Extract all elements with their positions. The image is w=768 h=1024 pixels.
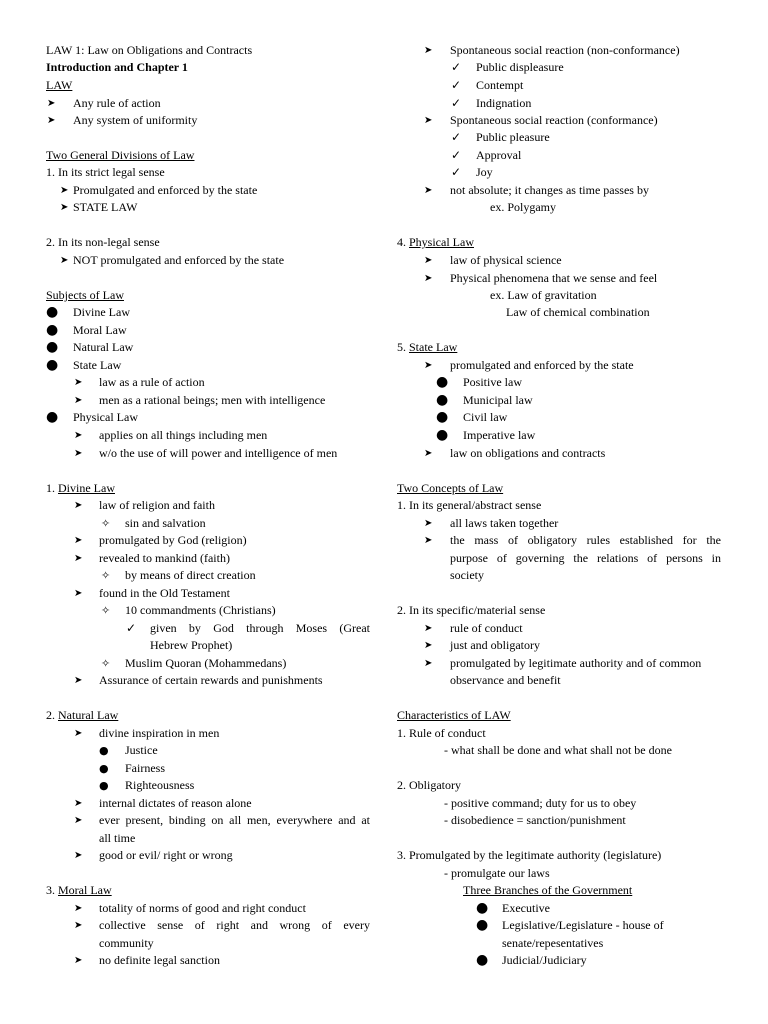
arrow-bullet-icon: ➤ [74, 430, 83, 441]
arrow-bullet-icon: ➤ [424, 640, 433, 651]
characteristic-desc: - promulgate our laws [444, 866, 550, 880]
arrow-bullet-icon: ➤ [60, 255, 69, 266]
conformance-subitem: Public pleasure [476, 130, 550, 144]
divine-item: found in the Old Testament [99, 586, 230, 600]
document-title: LAW 1: Law on Obligations and Contracts [46, 43, 253, 57]
natural-subitem: Justice [125, 743, 158, 757]
subject-item: Natural Law [73, 340, 134, 354]
filled-circle-bullet-icon: ● [476, 952, 489, 968]
section-number: 1. [46, 481, 58, 495]
general-sense-label: 1. In its general/abstract sense [397, 498, 542, 512]
conformance-subitem: Joy [476, 165, 493, 179]
moral-law-heading [46, 883, 112, 898]
filled-circle-bullet-icon: ● [476, 900, 489, 916]
branch-item: Judicial/Judiciary [502, 953, 587, 967]
arrow-bullet-icon: ➤ [74, 448, 83, 459]
branch-item: Legislative/Legislature - house of [502, 918, 664, 932]
arrow-bullet-icon: ➤ [74, 815, 83, 826]
divine-subsubitem: given by God through Moses (Great [150, 621, 370, 635]
state-law-item: law as a rule of action [99, 375, 205, 389]
moral-item: no definite legal sanction [99, 953, 220, 967]
physical-law-item: w/o the use of will power and intelligence of men [99, 446, 338, 460]
conformance-subitem: Approval [476, 148, 522, 162]
section-number: 4. [397, 235, 409, 249]
section-number: 2. [46, 708, 58, 722]
divine-subitem: by means of direct creation [125, 568, 256, 582]
natural-item: divine inspiration in men [99, 726, 220, 740]
diamond-star-bullet-icon: ✧ [101, 569, 111, 582]
arrow-bullet-icon: ➤ [47, 98, 56, 109]
filled-circle-bullet-icon: ● [436, 392, 449, 408]
state-subitem: Civil law [463, 410, 508, 424]
check-bullet-icon: ✓ [451, 130, 462, 144]
section-title: Moral Law [58, 883, 112, 897]
divine-item: promulgated by God (religion) [99, 533, 247, 547]
filled-circle-bullet-icon: ● [46, 339, 59, 355]
physical-law-item: applies on all things including men [99, 428, 268, 442]
gravitation-example: ex. Law of gravitation [490, 288, 597, 302]
arrow-bullet-icon: ➤ [424, 535, 433, 546]
filled-circle-bullet-icon: ● [99, 744, 109, 757]
moral-item-cont: community [99, 936, 154, 950]
divine-item: revealed to mankind (faith) [99, 551, 230, 565]
characteristic-label: 3. Promulgated by the legitimate authority (legislature) [397, 848, 662, 862]
document-subtitle: Introduction and Chapter 1 [46, 60, 188, 74]
arrow-bullet-icon: ➤ [424, 45, 433, 56]
strict-item: STATE LAW [73, 200, 138, 214]
filled-circle-bullet-icon: ● [46, 304, 59, 320]
divine-subitem: Muslim Quoran (Mohammedans) [125, 656, 287, 670]
arrow-bullet-icon: ➤ [74, 850, 83, 861]
natural-subitem: Fairness [125, 761, 165, 775]
nonconformance-subitem: Public displeasure [476, 60, 564, 74]
arrow-bullet-icon: ➤ [424, 115, 433, 126]
natural-item: ever present, binding on all men, everywhere and at [99, 813, 370, 827]
natural-subitem: Righteousness [125, 778, 195, 792]
branch-item: Executive [502, 901, 550, 915]
physical-item: Physical phenomena that we sense and feel [450, 271, 658, 285]
two-divisions-heading: Two General Divisions of Law [46, 148, 195, 162]
arrow-bullet-icon: ➤ [424, 448, 433, 459]
state-subitem: Imperative law [463, 428, 536, 442]
section-number: 3. [46, 883, 58, 897]
check-bullet-icon: ✓ [126, 621, 137, 635]
subject-item: Divine Law [73, 305, 130, 319]
state-law-item: men as a rational beings; men with intelligence [99, 393, 326, 407]
strict-item: Promulgated and enforced by the state [73, 183, 258, 197]
characteristic-desc: - disobedience = sanction/punishment [444, 813, 626, 827]
characteristic-label: 2. Obligatory [397, 778, 461, 792]
characteristic-desc: - what shall be done and what shall not be done [444, 743, 672, 757]
arrow-bullet-icon: ➤ [74, 553, 83, 564]
arrow-bullet-icon: ➤ [74, 798, 83, 809]
section-title: Physical Law [409, 235, 474, 249]
state-subitem: Positive law [463, 375, 522, 389]
specific-item: rule of conduct [450, 621, 523, 635]
divine-law-heading [46, 481, 115, 496]
check-bullet-icon: ✓ [451, 60, 462, 74]
polygamy-example: ex. Polygamy [490, 200, 556, 214]
subject-item: State Law [73, 358, 122, 372]
divine-item: law of religion and faith [99, 498, 215, 512]
general-item-cont: society [450, 568, 484, 582]
subject-item: Physical Law [73, 410, 138, 424]
arrow-bullet-icon: ➤ [74, 588, 83, 599]
arrow-bullet-icon: ➤ [424, 623, 433, 634]
check-bullet-icon: ✓ [451, 148, 462, 162]
general-item: the mass of obligatory rules established for the [450, 533, 721, 547]
check-bullet-icon: ✓ [451, 78, 462, 92]
specific-sense-label: 2. In its specific/material sense [397, 603, 546, 617]
natural-item: internal dictates of reason alone [99, 796, 252, 810]
filled-circle-bullet-icon: ● [46, 357, 59, 373]
diamond-star-bullet-icon: ✧ [101, 657, 111, 670]
subject-item: Moral Law [73, 323, 127, 337]
arrow-bullet-icon: ➤ [74, 675, 83, 686]
arrow-bullet-icon: ➤ [60, 185, 69, 196]
state-law-heading [397, 340, 457, 355]
section-title: State Law [409, 340, 458, 354]
arrow-bullet-icon: ➤ [74, 920, 83, 931]
conformance-item: Spontaneous social reaction (conformance) [450, 113, 658, 127]
filled-circle-bullet-icon: ● [476, 917, 489, 933]
arrow-bullet-icon: ➤ [424, 658, 433, 669]
chemical-example: Law of chemical combination [506, 305, 650, 319]
arrow-bullet-icon: ➤ [424, 360, 433, 371]
state-subitem: Municipal law [463, 393, 533, 407]
section-title: Natural Law [58, 708, 119, 722]
moral-item: collective sense of right and wrong of every [99, 918, 370, 932]
nonconformance-subitem: Indignation [476, 96, 532, 110]
arrow-bullet-icon: ➤ [424, 255, 433, 266]
concepts-heading: Two Concepts of Law [397, 481, 504, 495]
state-item: law on obligations and contracts [450, 446, 606, 460]
characteristics-heading: Characteristics of LAW [397, 708, 511, 722]
filled-circle-bullet-icon: ● [46, 409, 59, 425]
strict-sense-label: 1. In its strict legal sense [46, 165, 165, 179]
branches-heading: Three Branches of the Government [463, 883, 633, 897]
branch-item-cont: senate/repesentatives [502, 936, 604, 950]
check-bullet-icon: ✓ [451, 96, 462, 110]
characteristic-desc: - positive command; duty for us to obey [444, 796, 637, 810]
arrow-bullet-icon: ➤ [60, 202, 69, 213]
law-heading: LAW [46, 78, 73, 92]
law-item: Any system of uniformity [73, 113, 198, 127]
physical-law-heading [397, 235, 474, 250]
nonlegal-item: NOT promulgated and enforced by the state [73, 253, 285, 267]
arrow-bullet-icon: ➤ [74, 955, 83, 966]
specific-item-cont: observance and benefit [450, 673, 561, 687]
specific-item: just and obligatory [450, 638, 540, 652]
divine-subsubitem-cont: Hebrew Prophet) [150, 638, 233, 652]
filled-circle-bullet-icon: ● [436, 409, 449, 425]
natural-law-heading [46, 708, 118, 723]
section-title: Divine Law [58, 481, 115, 495]
state-item: promulgated and enforced by the state [450, 358, 634, 372]
filled-circle-bullet-icon: ● [99, 779, 109, 792]
not-absolute-item: not absolute; it changes as time passes by [450, 183, 649, 197]
divine-subitem: sin and salvation [125, 516, 206, 530]
diamond-star-bullet-icon: ✧ [101, 517, 111, 530]
characteristic-label: 1. Rule of conduct [397, 726, 486, 740]
arrow-bullet-icon: ➤ [74, 728, 83, 739]
nonconformance-item: Spontaneous social reaction (non-conformance) [450, 43, 680, 57]
arrow-bullet-icon: ➤ [424, 273, 433, 284]
check-bullet-icon: ✓ [451, 165, 462, 179]
filled-circle-bullet-icon: ● [436, 427, 449, 443]
arrow-bullet-icon: ➤ [74, 377, 83, 388]
specific-item: promulgated by legitimate authority and of common [450, 656, 702, 670]
arrow-bullet-icon: ➤ [74, 395, 83, 406]
arrow-bullet-icon: ➤ [74, 500, 83, 511]
filled-circle-bullet-icon: ● [436, 374, 449, 390]
arrow-bullet-icon: ➤ [424, 185, 433, 196]
arrow-bullet-icon: ➤ [47, 115, 56, 126]
arrow-bullet-icon: ➤ [74, 903, 83, 914]
filled-circle-bullet-icon: ● [99, 762, 109, 775]
diamond-star-bullet-icon: ✧ [101, 604, 111, 617]
law-item: Any rule of action [73, 96, 161, 110]
nonlegal-sense-label: 2. In its non-legal sense [46, 235, 160, 249]
natural-item: good or evil/ right or wrong [99, 848, 233, 862]
section-number: 5. [397, 340, 409, 354]
arrow-bullet-icon: ➤ [74, 535, 83, 546]
nonconformance-subitem: Contempt [476, 78, 524, 92]
divine-subitem: 10 commandments (Christians) [125, 603, 276, 617]
arrow-bullet-icon: ➤ [424, 518, 433, 529]
general-item: all laws taken together [450, 516, 559, 530]
natural-item-cont: all time [99, 831, 136, 845]
physical-item: law of physical science [450, 253, 562, 267]
filled-circle-bullet-icon: ● [46, 322, 59, 338]
divine-item: Assurance of certain rewards and punishments [99, 673, 323, 687]
general-item-cont: purpose of governing the relations of persons in [450, 551, 721, 565]
subjects-heading: Subjects of Law [46, 288, 124, 302]
moral-item: totality of norms of good and right conduct [99, 901, 306, 915]
